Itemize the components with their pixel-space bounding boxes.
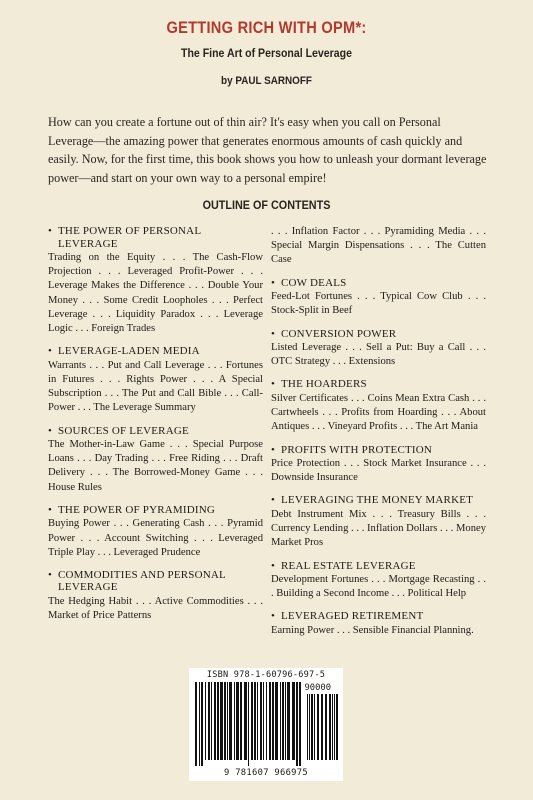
barcode-bar [214,682,216,760]
addon-bar [329,694,331,760]
section-topics: The Hedging Habit . . . Active Commodities . . . Market of Price Patterns [48,595,263,622]
barcode-bar [257,682,258,760]
outline-section [271,378,486,434]
barcode-bar [299,682,301,766]
section-topics: Trading on the Equity . . . The Cash-Flow Projection . . . Leveraged Profit-Power . . . Leverage Makes the Difference . . . Double Your Money . . . Some Credit Loopholes . . . Perfect Leverage . . . Liquidity Paradox . . . Leverage Logic . . . Foreign Trades [48,252,263,335]
section-heading [271,560,486,573]
isbn-barcode [189,668,343,781]
addon-bar [311,694,313,760]
outline-section [48,225,263,336]
bullet-icon: • [48,424,53,437]
section-title: LEVERAGING THE MONEY MARKET [281,494,474,507]
isbn-number: ISBN 978-1-60796-697-5 [206,670,326,680]
bullet-icon: • [271,443,276,456]
barcode-bar [280,682,281,760]
section-heading [48,425,263,438]
barcode-bar [269,682,271,760]
addon-bar [336,694,338,760]
bullet-icon: • [48,568,53,581]
section-title: REAL ESTATE LEVERAGE [281,559,416,572]
barcode-bar [236,682,239,760]
section-topics: Development Fortunes . . . Mortgage Recasting . . . Building a Second Income . . . Political Help [271,574,486,600]
outline-continuation-text: . . . Inflation Factor . . . Pyramiding Media . . . Special Margin Dispensations . . . The Cutten Case [271,226,486,266]
barcode-bar [227,682,228,760]
barcode-digits: 9 781607 966975 [224,768,308,778]
barcode-bar [287,682,290,760]
outline-left-column [48,225,263,632]
section-heading [48,345,263,358]
section-topics: Feed-Lot Fortunes . . . Typical Cow Club . . . Stock-Split in Beef [271,291,486,317]
section-heading [48,225,263,250]
section-topics: Listed Leverage . . . Sell a Put: Buy a Call . . . OTC Strategy . . . Extensions [271,342,486,368]
barcode-bar [266,682,267,760]
bullet-icon: • [271,378,276,391]
barcode-bar [260,682,262,760]
barcode-bar [201,682,203,766]
section-title: SOURCES OF LEVERAGE [58,424,189,437]
section-topics: Debt Instrument Mix . . . Treasury Bills . . . Currency Lending . . . Inflation Dollars . . . Money Market Pros [271,508,486,549]
section-title: LEVERAGED RETIREMENT [281,610,424,623]
barcode-bar [248,682,249,766]
outline-section [271,610,486,638]
section-title: THE POWER OF PYRAMIDING [58,503,216,516]
barcode-bar [282,682,284,760]
barcode-bar [285,682,286,760]
outline-section [48,345,263,415]
book-subtitle: The Fine Art of Personal Leverage [181,46,352,60]
section-heading [48,504,263,517]
section-title: THE POWER OF PERSONAL LEVERAGE [58,225,201,250]
outline-section [271,444,486,486]
section-heading [271,610,486,623]
bullet-icon: • [271,276,276,289]
outline-section [271,494,486,550]
section-heading [48,569,263,594]
barcode-bar [199,682,200,766]
author-byline: by PAUL SARNOFF [221,75,312,87]
bullet-icon: • [48,225,53,237]
section-title: LEVERAGE-LADEN MEDIA [58,345,200,358]
bullet-icon: • [271,494,276,507]
bullet-icon: • [271,559,276,572]
addon-bar [309,694,310,760]
barcode-bar [220,682,223,760]
barcode-bar [251,682,253,760]
barcode-bar [240,682,242,760]
bullet-icon: • [271,327,276,340]
section-topics: Warrants . . . Put and Call Leverage . . . Fortunes in Futures . . . Rights Power . . . A Special Subscription . . . The Put and Call Bible . . . Call-Power . . . The Leverage Summary [48,359,263,414]
bullet-icon: • [271,610,276,623]
barcode-bars [189,682,343,768]
addon-bar [321,694,323,760]
section-topics: Buying Power . . . Generating Cash . . . Pyramid Power . . . Account Switching . . . Leveraged Triple Play . . . Leveraged Prudence [48,518,263,558]
barcode-bar [205,682,206,760]
section-topics: Silver Certificates . . . Coins Mean Extra Cash . . . Cartwheels . . . Profits from Hoarding . . . About Antiques . . . Vineyard Profits . . . The Art Mania [271,392,486,433]
barcode-price-code: 90000 [304,683,331,693]
addon-bar [325,694,327,760]
barcode-bar [244,682,247,760]
outline-section [48,569,263,623]
outline-heading: OUTLINE OF CONTENTS [202,198,331,212]
section-heading [271,444,486,457]
outline-section [48,504,263,560]
section-topics: Earning Power . . . Sensible Financial Planning. [271,624,474,636]
bullet-icon: • [48,345,53,358]
section-title: CONVERSION POWER [281,327,397,340]
barcode-bar [224,682,226,760]
section-heading [271,494,486,507]
barcode-bar [292,682,295,760]
barcode-bar [254,682,256,760]
section-title: THE HOARDERS [281,378,367,391]
section-topics: Price Protection . . . Stock Market Insurance . . . Downside Insurance [271,458,486,484]
outline-right-column [271,225,486,647]
barcode-bar [234,682,235,760]
outline-section [271,560,486,602]
section-title: PROFITS WITH PROTECTION [281,443,433,456]
outline-section [48,425,263,495]
section-title: COW DEALS [281,276,347,289]
barcode-bar [195,682,197,766]
barcode-bar [275,682,278,760]
barcode-bar [217,682,219,760]
barcode-bar [296,682,298,766]
barcode-bar [229,682,232,760]
barcode-bar [211,682,212,760]
addon-bar [334,694,335,760]
section-heading [271,378,486,391]
addon-bar [332,694,333,760]
bullet-icon: • [48,503,53,516]
addon-bar [317,694,319,760]
section-heading [271,277,486,290]
barcode-bar [208,682,210,760]
addon-bar [307,694,308,760]
intro-paragraph: How can you create a fortune out of thin air? It's easy when you call on Personal Leverage—the amazing power that generates enormous amounts of cash quickly and easily. Now, for the first time, this book shows you how to unleash your dormant leverage power—and start on your own way to a personal empire! [48,115,487,185]
outline-section [271,277,486,319]
section-heading [271,328,486,341]
outline-continuation [271,225,486,268]
barcode-bar [263,682,264,760]
outline-section [271,328,486,370]
section-title: COMMODITIES AND PERSONAL LEVERAGE [58,568,226,594]
addon-bar [314,694,315,760]
section-topics: The Mother-in-Law Game . . . Special Purpose Loans . . . Day Trading . . . Free Riding . . . Draft Delivery . . . The Borrowed-Money Game . . . House Rules [48,439,263,493]
book-title: GETTING RICH WITH OPM*: [166,18,367,37]
barcode-bar [272,682,274,760]
